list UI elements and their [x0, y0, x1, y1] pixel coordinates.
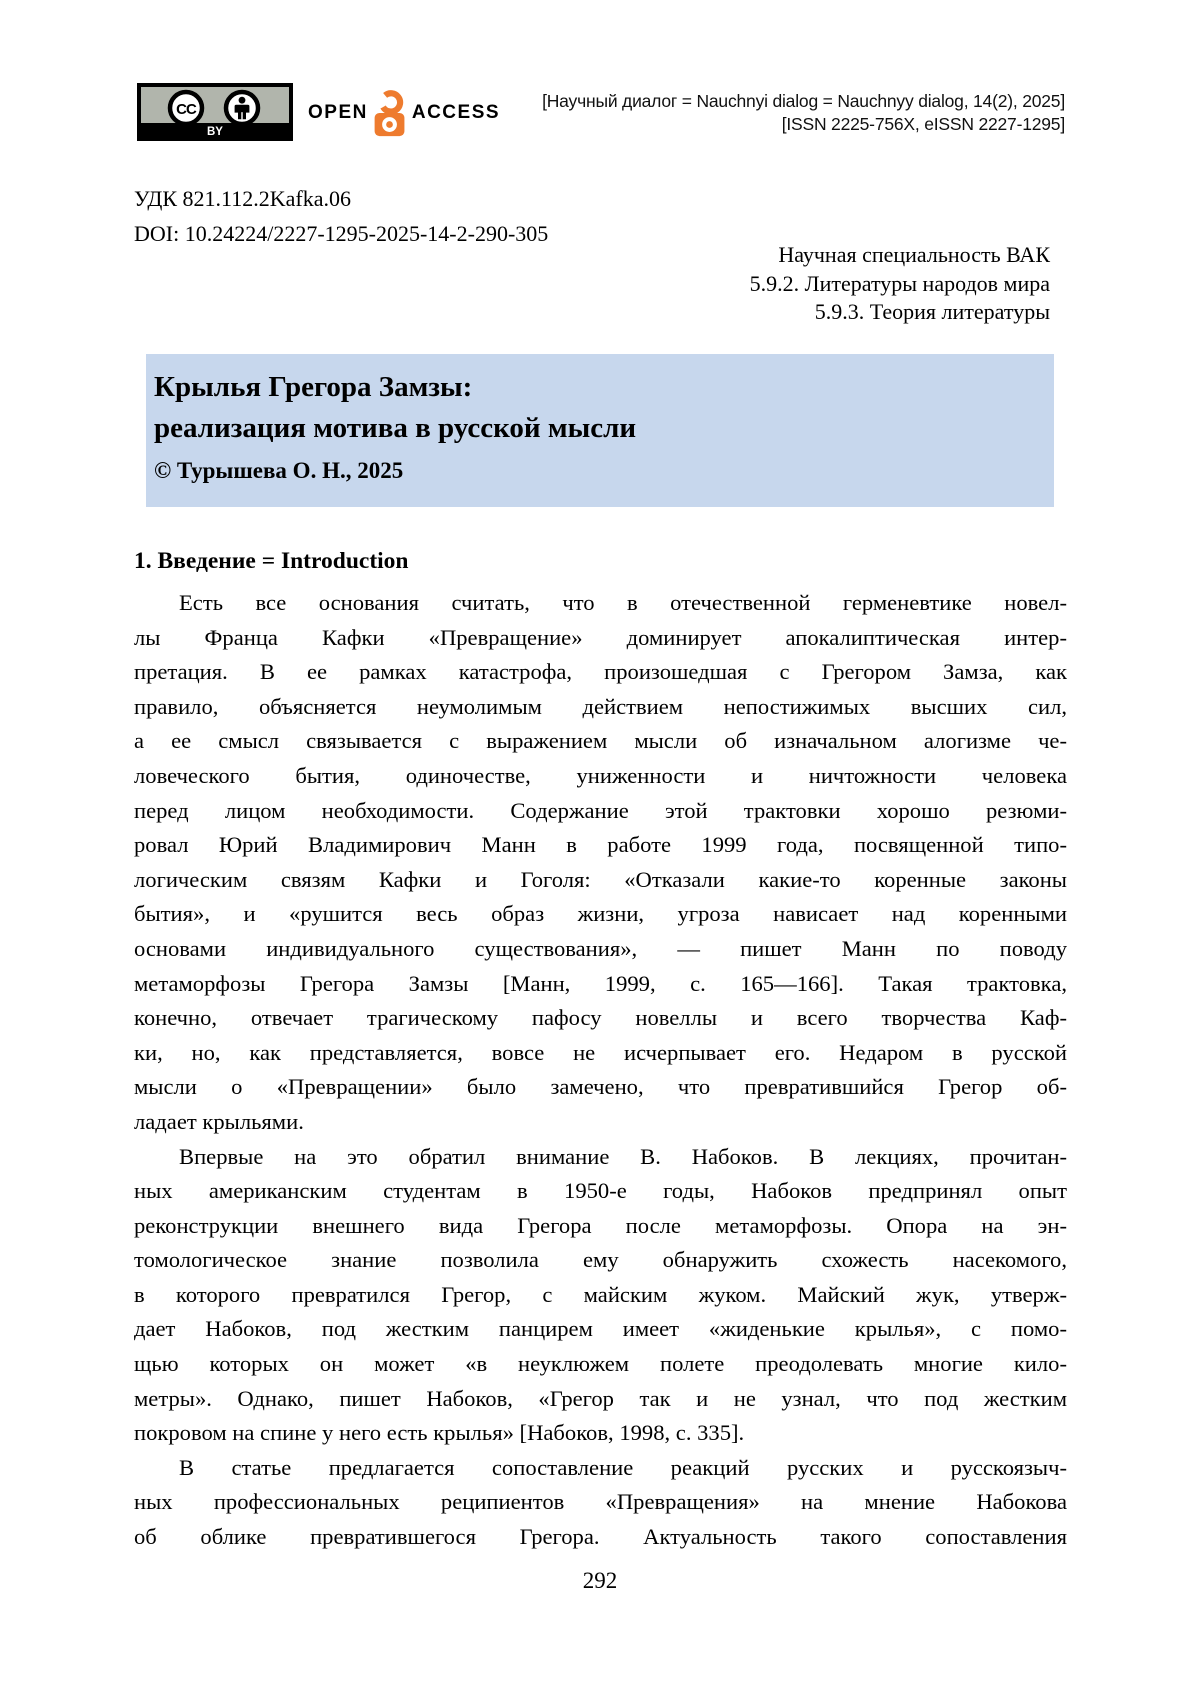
article-copyright-author: © Турышева О. Н., 2025 — [154, 458, 404, 483]
cc-by-license-badge — [137, 83, 293, 141]
text-line: В статье предлагается сопоставление реакций русских и русскоязыч- — [179, 1454, 1067, 1480]
text-line: томологическое знание позволила ему обнаружить схожесть насекомого, — [134, 1247, 1067, 1273]
open-lock-icon — [373, 88, 407, 138]
article-title — [154, 367, 1044, 449]
article-title-line1: Крылья Грегора Замзы: — [154, 371, 473, 403]
page-number: 292 — [582, 1568, 618, 1593]
udc-code: УДК 821.112.2Kafka.06 — [134, 186, 351, 211]
by-label: BY — [207, 126, 223, 138]
article-title-block — [146, 354, 1054, 507]
text-line: мысли о «Превращении» было замечено, что превратившийся Грегор об- — [134, 1074, 1067, 1100]
article-title-line2: реализация мотива в русской мысли — [154, 412, 637, 444]
text-line: в которого превратился Грегор, с майским жуком. Майский жук, утверж- — [134, 1281, 1067, 1307]
paragraph — [134, 586, 1067, 1140]
vak-line: 5.9.2. Литературы народов мира — [749, 270, 1050, 296]
text-line: претация. В ее рамках катастрофа, произошедшая с Грегором Замза, как — [134, 659, 1067, 685]
section-heading: 1. Введение = Introduction — [134, 548, 409, 574]
journal-issn-line: [ISSN 2225-756X, eISSN 2227-1295] — [781, 114, 1065, 134]
vak-line: Научная специальность ВАК — [778, 242, 1050, 267]
open-access-access-label: ACCESS — [411, 102, 501, 123]
paragraph — [134, 1140, 1067, 1451]
open-access-logo — [308, 88, 500, 138]
text-line: метаморфозы Грегора Замзы [Манн, 1999, с. 165—166]. Такая трактовка, — [134, 970, 1067, 996]
text-line: реконструкции внешнего вида Грегора после метаморфозы. Опора на эн- — [134, 1212, 1067, 1238]
text-line: Есть все основания считать, что в отечественной герменевтике новел- — [179, 590, 1067, 615]
text-line: а ее смысл связывается с выражением мысли об изначальном алогизме че- — [134, 728, 1067, 754]
text-line: логическим связям Кафки и Гоголя: «Отказали какие-то коренные законы — [134, 866, 1067, 892]
open-access-open-label: OPEN — [308, 102, 368, 123]
text-line: метры». Однако, пишет Набоков, «Грегор так и не узнал, что под жестким — [134, 1385, 1067, 1411]
text-line: ровал Юрий Владимирович Манн в работе 1999 года, посвященной типо- — [134, 832, 1067, 858]
text-line: покровом на спине у него есть крылья» [Набоков, 1998, с. 335]. — [134, 1420, 745, 1446]
text-line: ных американским студентам в 1950-е годы, Набоков предпринял опыт — [134, 1178, 1067, 1204]
journal-title-line: [Научный диалог = Nauchnyi dialog = Nauchnyy dialog, 14(2), 2025] — [542, 91, 1065, 111]
journal-identification — [542, 90, 1065, 136]
text-line: правило, объясняется неумолимым действием непостижимых высших сил, — [134, 693, 1067, 719]
article-body — [134, 546, 1067, 1555]
vak-speciality-block — [750, 241, 1050, 327]
text-line: конечно, отвечает трагическому пафосу новеллы и всего творчества Каф- — [134, 1005, 1067, 1031]
vak-line: 5.9.3. Теория литературы — [814, 299, 1050, 324]
text-line: Впервые на это обратил внимание В. Набоков. В лекциях, прочитан- — [179, 1143, 1067, 1169]
text-line: бытия», и «рушится весь образ жизни, угроза нависает над коренными — [134, 901, 1067, 927]
text-line: основами индивидуального существования», — пишет Манн по поводу — [134, 935, 1067, 961]
text-line: ных профессиональных реципиентов «Превращения» на мнение Набокова — [134, 1489, 1067, 1515]
cc-letters: CC — [176, 101, 196, 118]
text-line: дает Набоков, под жестким панцирем имеет «жиденькие крылья», с помо- — [134, 1316, 1067, 1342]
cc-by-badge-icon — [137, 83, 293, 141]
text-line: щью которых он может «в неуклюжем полете преодолевать многие кило- — [134, 1351, 1067, 1377]
text-line: перед лицом необходимости. Содержание этой трактовки хорошо резюми- — [134, 797, 1067, 823]
doi-code: DOI: 10.24224/2227-1295-2025-14-2-290-305 — [134, 221, 549, 246]
text-line: ловеческого бытия, одиночестве, униженности и ничтожности человека — [134, 762, 1067, 788]
text-line: ки, но, как представляется, вовсе не исчерпывает его. Недаром в русской — [134, 1039, 1067, 1065]
paragraph — [134, 1451, 1067, 1555]
text-line: об облике превратившегося Грегора. Актуальность такого сопоставления — [134, 1524, 1067, 1550]
text-line: лы Франца Кафки «Превращение» доминирует апокалиптическая интер- — [134, 624, 1067, 650]
text-line: ладает крыльями. — [134, 1108, 304, 1134]
